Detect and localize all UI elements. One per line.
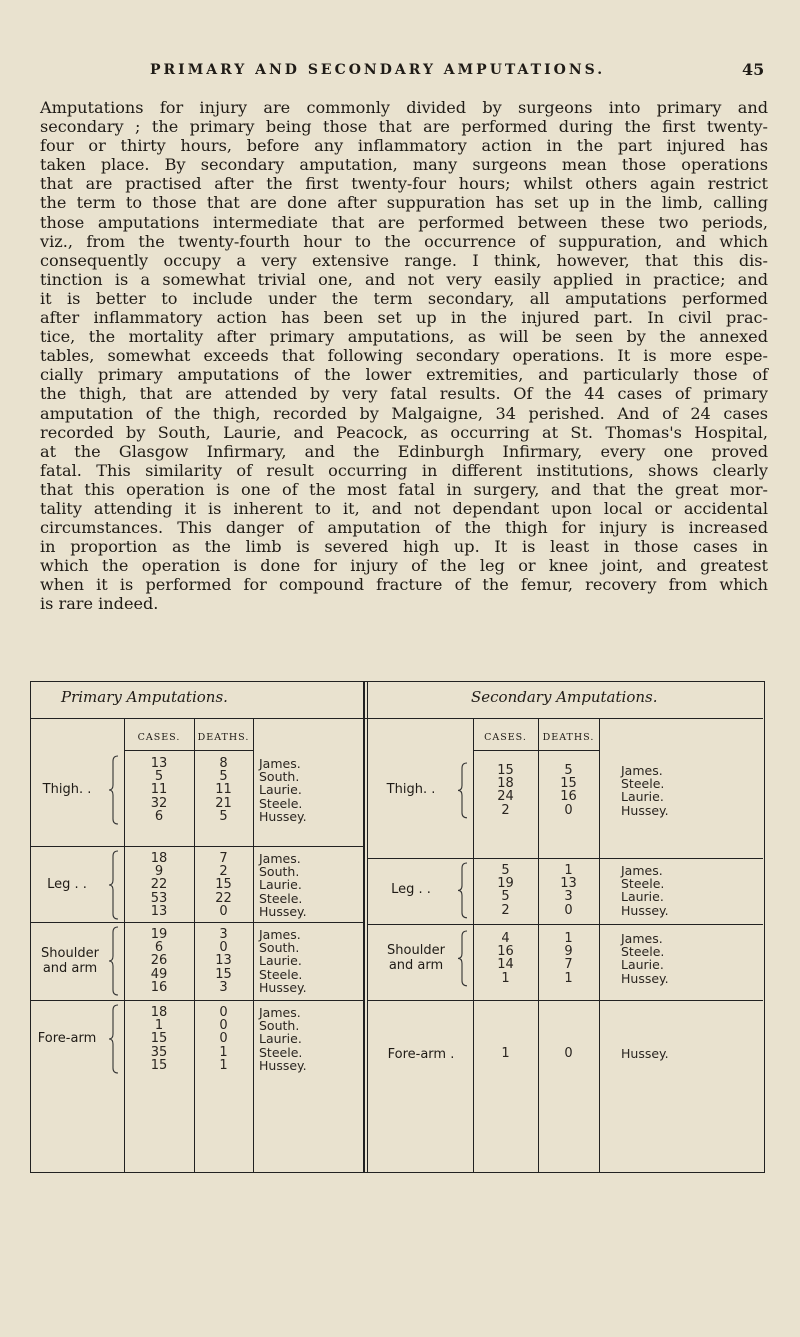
- table-cell: 1: [501, 1046, 510, 1061]
- secondary-deaths-column: [538, 1047, 599, 1060]
- table-cell: 13: [560, 876, 577, 892]
- primary-row-label: Shoulder and arm: [41, 946, 99, 976]
- secondary-cases-column: [473, 864, 538, 917]
- table-cell: James.: [621, 763, 663, 778]
- secondary-row-sep-3: [368, 1000, 763, 1001]
- brace-icon: [109, 755, 119, 825]
- table-cell: South.: [259, 769, 300, 785]
- table-cell: 13: [215, 953, 232, 969]
- primary-cases-column: [124, 1006, 194, 1072]
- brace-icon: [458, 930, 468, 987]
- secondary-deaths-column: [538, 932, 599, 985]
- center-divider-inner: [367, 682, 368, 1172]
- table-cell: 1: [154, 1018, 164, 1034]
- table-cell: 2: [501, 802, 510, 818]
- page-header: [0, 62, 800, 86]
- caption-divider: [31, 718, 763, 719]
- table-cell: 1: [564, 931, 573, 946]
- secondary-row-sep-2: [368, 924, 763, 925]
- brace-icon: [109, 1004, 119, 1074]
- text-line: Amputations for injury are commonly divided by surgeons into primary and: [40, 98, 768, 117]
- table-cell: 22: [150, 877, 168, 893]
- secondary-names-column: [621, 932, 741, 985]
- table-cell: 1: [219, 1044, 228, 1060]
- text-line: it is better to include under the term secondary, all amputations performed: [40, 288, 768, 308]
- text-line: recorded by South, Laurie, and Peacock, as occurring at St. Thomas's Hospital,: [40, 422, 768, 442]
- table-cell: Laurie.: [259, 877, 302, 893]
- table-cell: 7: [219, 851, 228, 866]
- brace-icon: [109, 926, 119, 996]
- brace-icon: [458, 862, 468, 919]
- primary-caption: Primary Amputations.: [61, 688, 228, 706]
- primary-names-column: [259, 757, 359, 823]
- table-cell: Steele.: [259, 890, 303, 906]
- primary-row-sep-3: [31, 1000, 363, 1001]
- table-cell: 18: [150, 851, 168, 866]
- table-cell: 15: [215, 966, 232, 982]
- table-cell: 19: [497, 876, 514, 892]
- table-cell: 0: [219, 940, 228, 956]
- secondary-row-label: Thigh. .: [386, 782, 436, 798]
- text-line: fatal. This similarity of result occurring in different institutions, shows clearly: [40, 460, 768, 480]
- page-number: 45: [742, 60, 765, 79]
- primary-deaths-column: [194, 852, 253, 918]
- text-line: circumstances. This danger of amputation of the thigh for injury is increased: [40, 518, 768, 538]
- table-cell: 13: [150, 903, 168, 919]
- table-cell: Hussey.: [621, 1046, 669, 1061]
- table-cell: 0: [219, 903, 228, 919]
- primary-col-line-3: [253, 718, 254, 1172]
- table-cell: 5: [219, 808, 228, 824]
- table-cell: 24: [497, 789, 514, 805]
- secondary-row-label: Leg . .: [391, 882, 431, 898]
- primary-cases-column: [124, 928, 194, 994]
- primary-names-column: [259, 1006, 359, 1072]
- table-cell: Steele.: [621, 876, 665, 892]
- table-cell: 5: [501, 889, 510, 905]
- table-cell: 5: [501, 863, 510, 878]
- primary-deaths-header: DEATHS.: [197, 732, 250, 743]
- table-cell: 16: [497, 944, 514, 960]
- text-line: after inflammatory action has been set up in the injured part. In civil prac-: [40, 308, 768, 328]
- table-cell: Steele.: [621, 944, 665, 960]
- table-cell: 15: [150, 1057, 168, 1073]
- table-cell: 3: [219, 927, 228, 942]
- table-cell: Hussey.: [259, 903, 307, 919]
- table-cell: James.: [259, 1005, 301, 1020]
- table-cell: 3: [564, 889, 573, 905]
- table-cell: 35: [150, 1044, 168, 1060]
- text-line: taken place. By secondary amputation, many surgeons mean those operations: [40, 155, 768, 175]
- table-cell: 0: [564, 802, 573, 818]
- table-cell: Steele.: [259, 795, 303, 811]
- text-line: which the operation is done for injury of the leg or knee joint, and greatest: [40, 556, 768, 576]
- table-cell: James.: [259, 927, 301, 942]
- brace-icon: [109, 850, 119, 920]
- table-cell: Hussey.: [621, 970, 669, 986]
- primary-row-label: Thigh. .: [42, 782, 92, 797]
- table-cell: Laurie.: [621, 889, 664, 905]
- secondary-cases-header: CASES.: [484, 732, 527, 743]
- table-cell: 9: [564, 944, 573, 960]
- table-cell: Steele.: [621, 776, 665, 792]
- table-cell: 5: [154, 769, 164, 785]
- table-cell: 7: [564, 957, 573, 973]
- amputation-table: [30, 681, 765, 1173]
- table-cell: 0: [219, 1031, 228, 1047]
- secondary-cases-column: [473, 764, 538, 817]
- text-line: tables, somewhat exceeds that following secondary operations. It is more espe-: [40, 346, 768, 366]
- table-cell: 22: [215, 890, 232, 906]
- body-paragraph: [40, 98, 768, 614]
- text-line: tality attending it is inherent to it, and not dependant upon local or accidental: [40, 498, 768, 518]
- secondary-row-label: Fore-arm .: [387, 1047, 455, 1062]
- table-cell: 9: [154, 864, 164, 880]
- text-line: tinction is a somewhat trivial one, and not very easily applied in practice; and: [40, 269, 768, 289]
- secondary-row-sep-1: [368, 858, 763, 859]
- primary-deaths-column: [194, 757, 253, 823]
- table-cell: Laurie.: [259, 782, 302, 798]
- table-cell: 0: [564, 1046, 573, 1061]
- table-cell: Hussey.: [259, 979, 307, 995]
- text-line: the thigh, that are attended by very fatal results. Of the 44 cases of primary: [40, 384, 768, 404]
- text-line: is rare indeed.: [40, 594, 159, 614]
- table-cell: 8: [219, 756, 228, 771]
- table-cell: James.: [259, 851, 301, 866]
- table-cell: 1: [501, 970, 510, 986]
- text-line: tice, the mortality after primary amputations, as will be seen by the annexed: [40, 327, 768, 347]
- table-cell: Hussey.: [259, 808, 307, 824]
- table-cell: 1: [219, 1057, 228, 1073]
- table-cell: 3: [219, 979, 228, 995]
- primary-row-sep-1: [31, 846, 363, 847]
- table-cell: 5: [564, 763, 573, 778]
- table-cell: 14: [497, 957, 514, 973]
- text-line: cially primary amputations of the lower extremities, and particularly those of: [40, 365, 768, 385]
- brace-icon: [458, 762, 468, 819]
- table-cell: 21: [215, 795, 232, 811]
- secondary-deaths-column: [538, 864, 599, 917]
- secondary-col-line-3: [599, 718, 600, 1172]
- table-cell: Steele.: [259, 966, 303, 982]
- secondary-names-column: [621, 1047, 741, 1060]
- secondary-row-label: Shoulder and arm: [387, 943, 445, 974]
- table-cell: 15: [560, 776, 577, 792]
- table-cell: 32: [150, 795, 168, 811]
- primary-row-label: Fore-arm: [37, 1031, 97, 1046]
- table-cell: Laurie.: [621, 789, 664, 805]
- table-cell: James.: [621, 931, 663, 946]
- primary-cases-column: [124, 852, 194, 918]
- table-cell: 1: [564, 970, 573, 986]
- secondary-deaths-header: DEATHS.: [542, 732, 595, 743]
- table-cell: 15: [215, 877, 232, 893]
- table-cell: Steele.: [259, 1044, 303, 1060]
- primary-deaths-column: [194, 928, 253, 994]
- table-cell: 0: [219, 1018, 228, 1034]
- table-cell: 16: [560, 789, 577, 805]
- text-line: the term to those that are done after suppuration has set up in the limb, calling: [40, 193, 768, 213]
- table-cell: 6: [154, 940, 164, 956]
- center-divider: [363, 682, 365, 1172]
- primary-row-label: Leg . .: [47, 877, 87, 892]
- table-cell: 0: [219, 1005, 228, 1020]
- table-cell: Hussey.: [259, 1057, 307, 1073]
- table-cell: 13: [150, 756, 168, 771]
- primary-cases-column: [124, 757, 194, 823]
- table-cell: Laurie.: [259, 953, 302, 969]
- secondary-head-line: [473, 750, 599, 751]
- primary-row-sep-2: [31, 922, 363, 923]
- table-cell: South.: [259, 1018, 300, 1034]
- running-head: PRIMARY AND SECONDARY AMPUTATIONS.: [150, 62, 606, 78]
- table-cell: 18: [150, 1005, 168, 1020]
- table-cell: 4: [501, 931, 510, 946]
- table-cell: 2: [219, 864, 228, 880]
- table-cell: 18: [497, 776, 514, 792]
- text-line: at the Glasgow Infirmary, and the Edinburgh Infirmary, every one proved: [40, 441, 768, 461]
- table-cell: 15: [497, 763, 514, 778]
- table-cell: 19: [150, 927, 168, 942]
- secondary-caption: Secondary Amputations.: [471, 688, 658, 706]
- table-cell: 53: [150, 890, 168, 906]
- table-cell: James.: [621, 863, 663, 878]
- table-cell: 16: [150, 979, 168, 995]
- secondary-names-column: [621, 864, 741, 917]
- table-cell: 6: [154, 808, 164, 824]
- table-cell: 15: [150, 1031, 168, 1047]
- text-line: consequently occupy a very extensive range. I think, however, that this dis-: [40, 250, 768, 270]
- table-cell: Hussey.: [621, 802, 669, 818]
- table-cell: South.: [259, 940, 300, 956]
- text-line: amputation of the thigh, recorded by Malgaigne, 34 perished. And of 24 cases: [40, 403, 768, 423]
- text-line: viz., from the twenty-fourth hour to the occurrence of suppuration, and which: [40, 231, 768, 251]
- table-cell: 2: [501, 902, 510, 918]
- table-cell: Laurie.: [259, 1031, 302, 1047]
- table-cell: 0: [564, 902, 573, 918]
- primary-cases-header: CASES.: [137, 732, 181, 743]
- table-cell: Hussey.: [621, 902, 669, 918]
- table-cell: 49: [150, 966, 168, 982]
- text-line: that this operation is one of the most fatal in surgery, and that the great mor-: [40, 479, 768, 499]
- table-cell: 1: [564, 863, 573, 878]
- text-line: four or thirty hours, before any inflammatory action in the part injured has: [40, 136, 768, 156]
- table-cell: 11: [150, 782, 168, 798]
- table-cell: Laurie.: [621, 957, 664, 973]
- secondary-cases-column: [473, 932, 538, 985]
- text-line: that are practised after the first twenty-four hours; whilst others again restrict: [40, 174, 768, 194]
- text-line: secondary ; the primary being those that are performed during the first twenty-: [40, 117, 768, 137]
- table-cell: James.: [259, 756, 301, 771]
- primary-deaths-column: [194, 1006, 253, 1072]
- table-cell: 11: [215, 782, 232, 798]
- text-line: those amputations intermediate that are performed between these two periods,: [40, 212, 768, 232]
- secondary-cases-column: [473, 1047, 538, 1060]
- text-line: in proportion as the limb is severed high up. It is least in those cases in: [40, 537, 768, 557]
- table-cell: South.: [259, 864, 300, 880]
- primary-head-line: [124, 750, 253, 751]
- table-cell: 26: [150, 953, 168, 969]
- primary-names-column: [259, 928, 359, 994]
- table-cell: 5: [219, 769, 228, 785]
- secondary-names-column: [621, 764, 741, 817]
- secondary-deaths-column: [538, 764, 599, 817]
- text-line: when it is performed for compound fracture of the femur, recovery from which: [40, 575, 768, 595]
- primary-names-column: [259, 852, 359, 918]
